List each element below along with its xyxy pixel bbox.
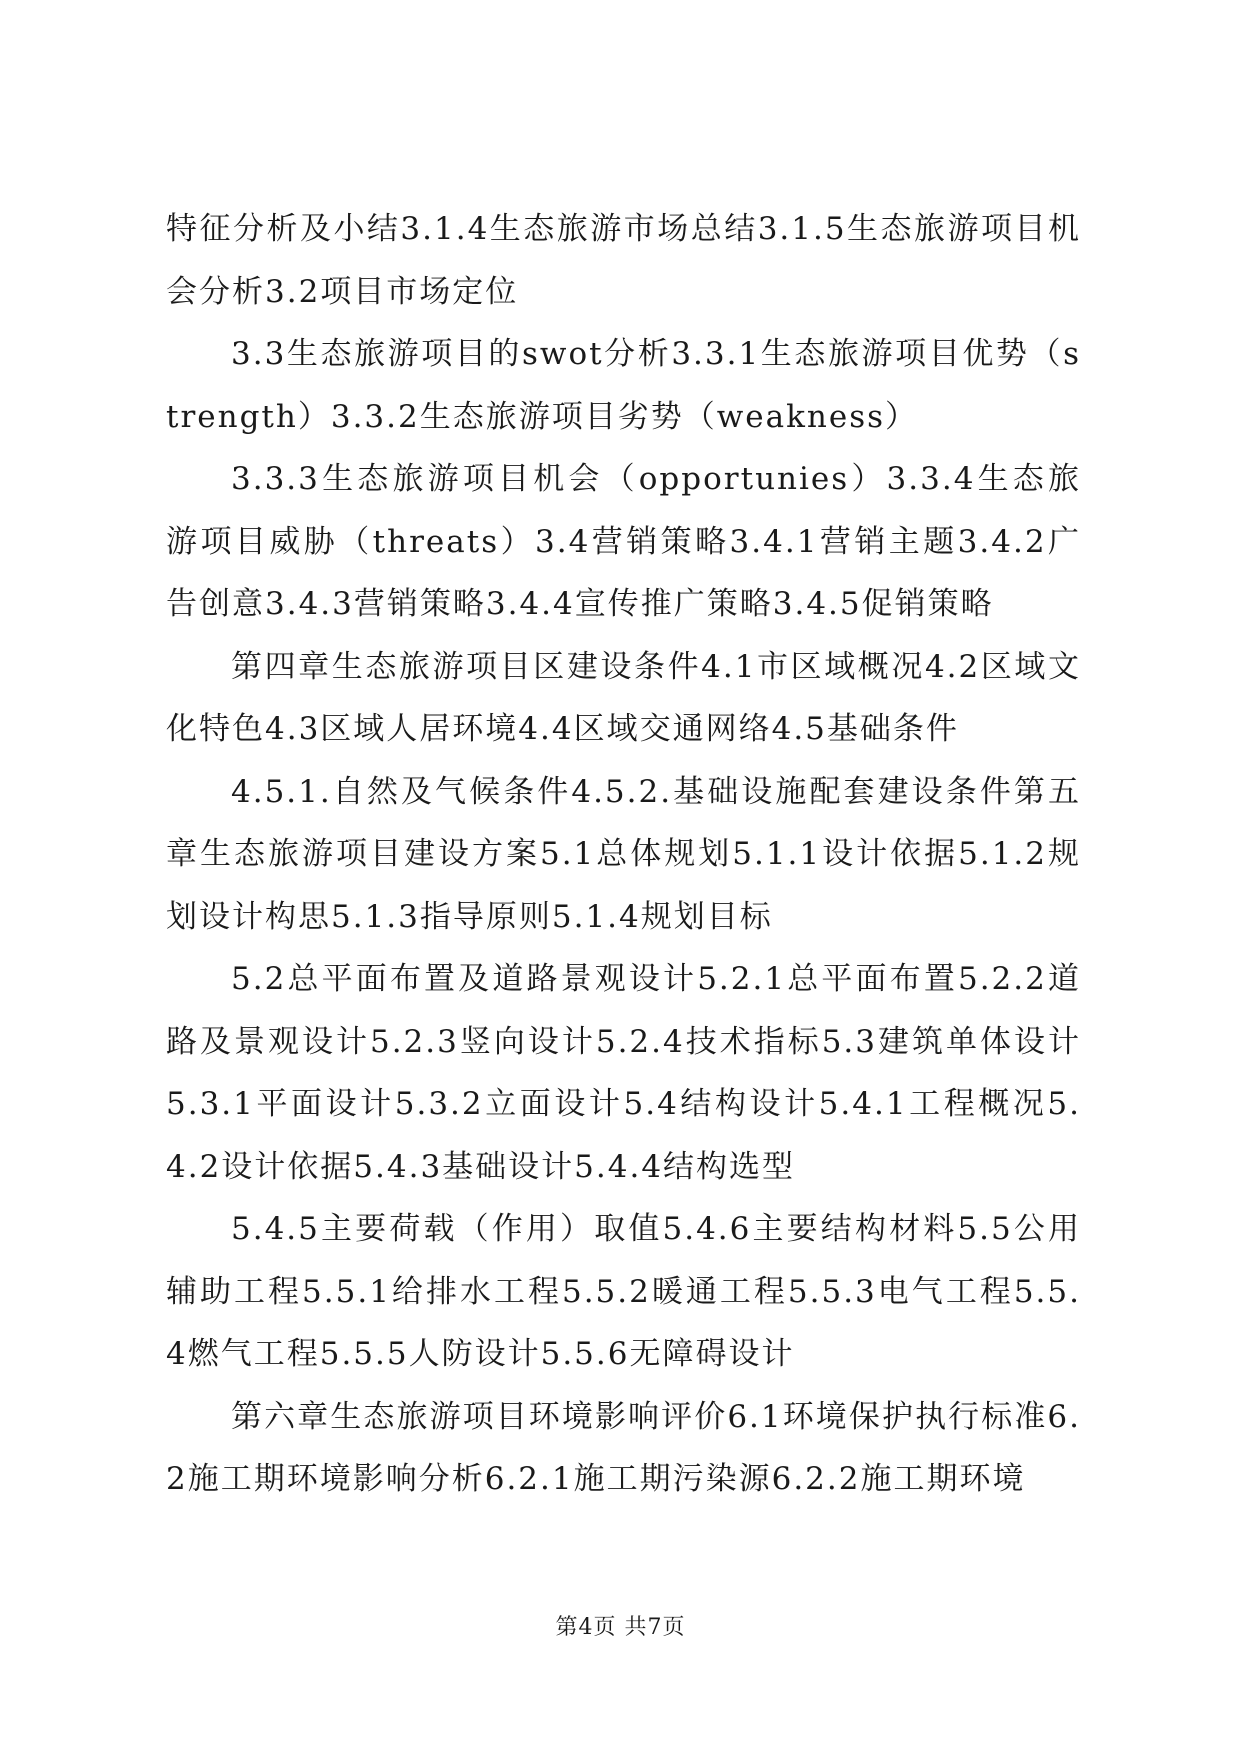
page-number-footer: 第4页 共7页 xyxy=(555,1615,686,1640)
paragraph-3: 3.3.3生态旅游项目机会（opportunies）3.3.4生态旅游项目威胁（threats）3.4营销策略3.4.1营销主题3.4.2广告创意3.4.3营销策略3.4.4宣传推广策略3.4.5促销策略 xyxy=(166,461,1081,622)
paragraph-2: 3.3生态旅游项目的swot分析3.3.1生态旅游项目优势（strength）3.3.2生态旅游项目劣势（weakness） xyxy=(166,336,1081,435)
paragraph-7: 5.4.5主要荷载（作用）取值5.4.6主要结构材料5.5公用辅助工程5.5.1给排水工程5.5.2暖通工程5.5.3电气工程5.5.4燃气工程5.5.5人防设计5.5.6无障碍设计 xyxy=(166,1211,1081,1372)
paragraph-6: 5.2总平面布置及道路景观设计5.2.1总平面布置5.2.2道路及景观设计5.2.3竖向设计5.2.4技术指标5.3建筑单体设计5.3.1平面设计5.3.2立面设计5.4结构设计5.4.1工程概况5.4.2设计依据5.4.3基础设计5.4.4结构选型 xyxy=(166,961,1081,1185)
paragraph-4: 第四章生态旅游项目区建设条件4.1市区域概况4.2区域文化特色4.3区域人居环境4.4区域交通网络4.5基础条件 xyxy=(166,648,1081,747)
paragraph-1: 特征分析及小结3.1.4生态旅游市场总结3.1.5生态旅游项目机会分析3.2项目市场定位 xyxy=(166,211,1081,310)
document-body xyxy=(166,198,1081,1511)
paragraph-8: 第六章生态旅游项目环境影响评价6.1环境保护执行标准6.2施工期环境影响分析6.2.1施工期污染源6.2.2施工期环境 xyxy=(166,1398,1081,1497)
paragraph-5: 4.5.1.自然及气候条件4.5.2.基础设施配套建设条件第五章生态旅游项目建设方案5.1总体规划5.1.1设计依据5.1.2规划设计构思5.1.3指导原则5.1.4规划目标 xyxy=(166,773,1081,935)
